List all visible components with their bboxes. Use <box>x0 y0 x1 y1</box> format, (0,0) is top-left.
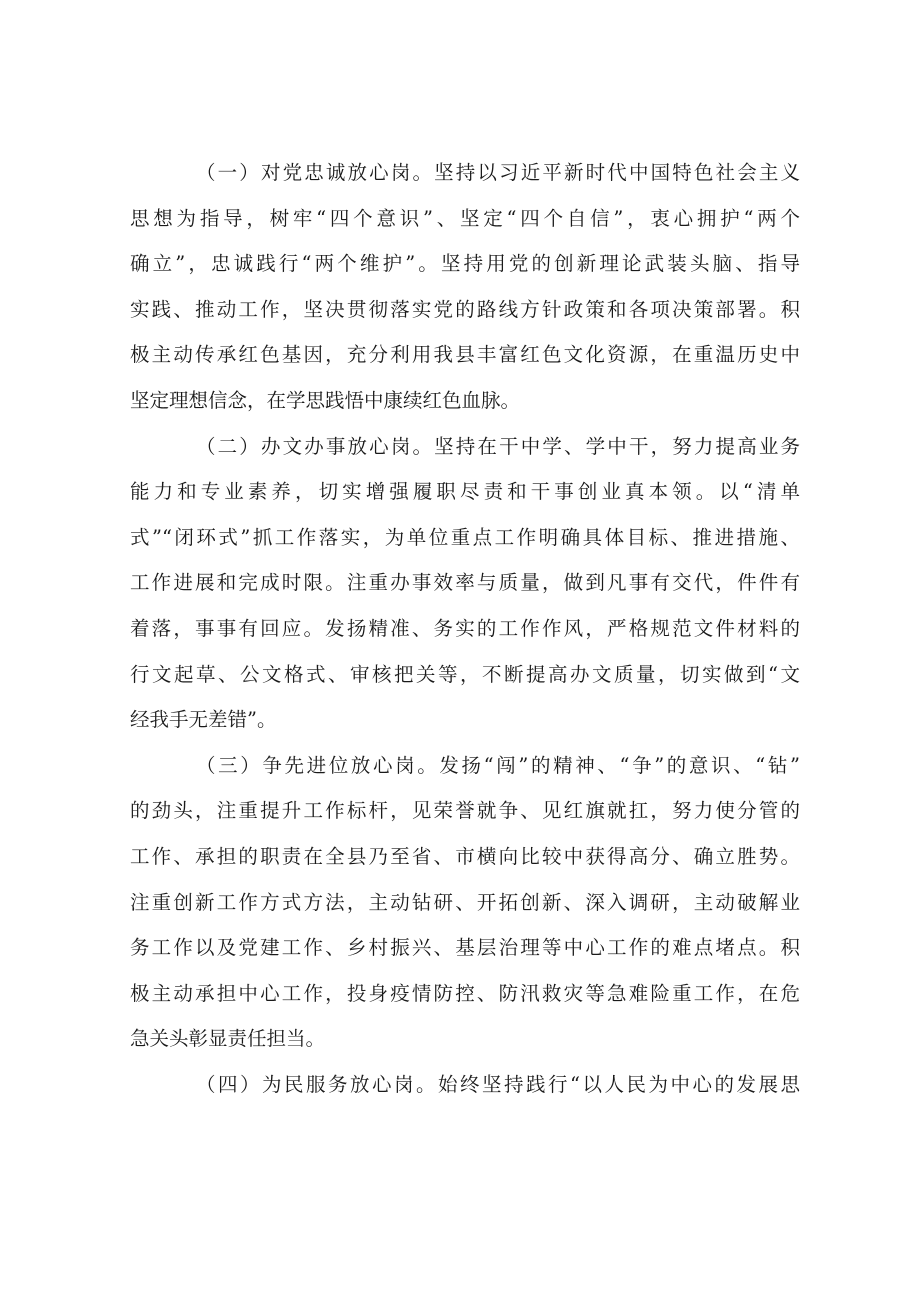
text-line: （一）对党忠诚放心岗。坚持以习近平新时代中国特色社会主义 <box>196 161 800 184</box>
text-line: （二）办文办事放心岗。坚持在干中学、学中干，努力提高业务 <box>196 434 800 458</box>
document-body <box>130 150 800 1107</box>
text-line: 思想为指导，树牢“四个意识”、坚定“四个自信”，衷心拥护“两个 <box>130 206 800 230</box>
text-line: 注重创新工作方式方法，主动钻研、开拓创新、深入调研，主动破解业 <box>130 890 800 914</box>
paragraph-1 <box>130 150 800 424</box>
text-line: 式”“闭环式”抓工作落实，为单位重点工作明确具体目标、推进措施、 <box>130 525 800 549</box>
text-line: 的劲头，注重提升工作标杆，见荣誉就争、见红旗就扛，努力使分管的 <box>130 799 800 823</box>
text-line: （四）为民服务放心岗。始终坚持践行“以人民为中心的发展思 <box>196 1072 800 1096</box>
text-line: 确立”，忠诚践行“两个维护”。坚持用党的创新理论武装头脑、指导 <box>130 252 800 276</box>
text-line: （三）争先进位放心岗。发扬“闯”的精神、“争”的意识、“钻” <box>196 753 800 777</box>
text-line: 极主动传承红色基因，充分利用我县丰富红色文化资源，在重温历史中 <box>130 343 800 367</box>
text-line: 工作进展和完成时限。注重办事效率与质量，做到凡事有交代，件件有 <box>130 571 800 595</box>
text-line: 经我手无差错”。 <box>130 708 277 732</box>
text-line: 坚定理想信念，在学思践悟中康续红色血脉。 <box>130 388 521 412</box>
text-line: 务工作以及党建工作、乡村振兴、基层治理等中心工作的难点堵点。积 <box>130 936 800 960</box>
paragraph-3 <box>130 743 800 1062</box>
paragraph-4 <box>130 1062 800 1108</box>
text-line: 能力和专业素养，切实增强履职尽责和干事创业真本领。以“清单 <box>130 480 800 504</box>
text-line: 急关头彰显责任担当。 <box>130 1027 326 1051</box>
text-line: 极主动承担中心工作，投身疫情防控、防汛救灾等急难险重工作，在危 <box>130 981 800 1005</box>
text-line: 行文起草、公文格式、审核把关等，不断提高办文质量，切实做到“文 <box>130 662 800 686</box>
paragraph-2 <box>130 424 800 743</box>
text-line: 着落，事事有回应。发扬精准、务实的工作作风，严格规范文件材料的 <box>130 616 800 640</box>
text-line: 实践、推动工作，坚决贯彻落实党的路线方针政策和各项决策部署。积 <box>130 297 800 321</box>
text-line: 工作、承担的职责在全县乃至省、市横向比较中获得高分、确立胜势。 <box>130 844 800 868</box>
